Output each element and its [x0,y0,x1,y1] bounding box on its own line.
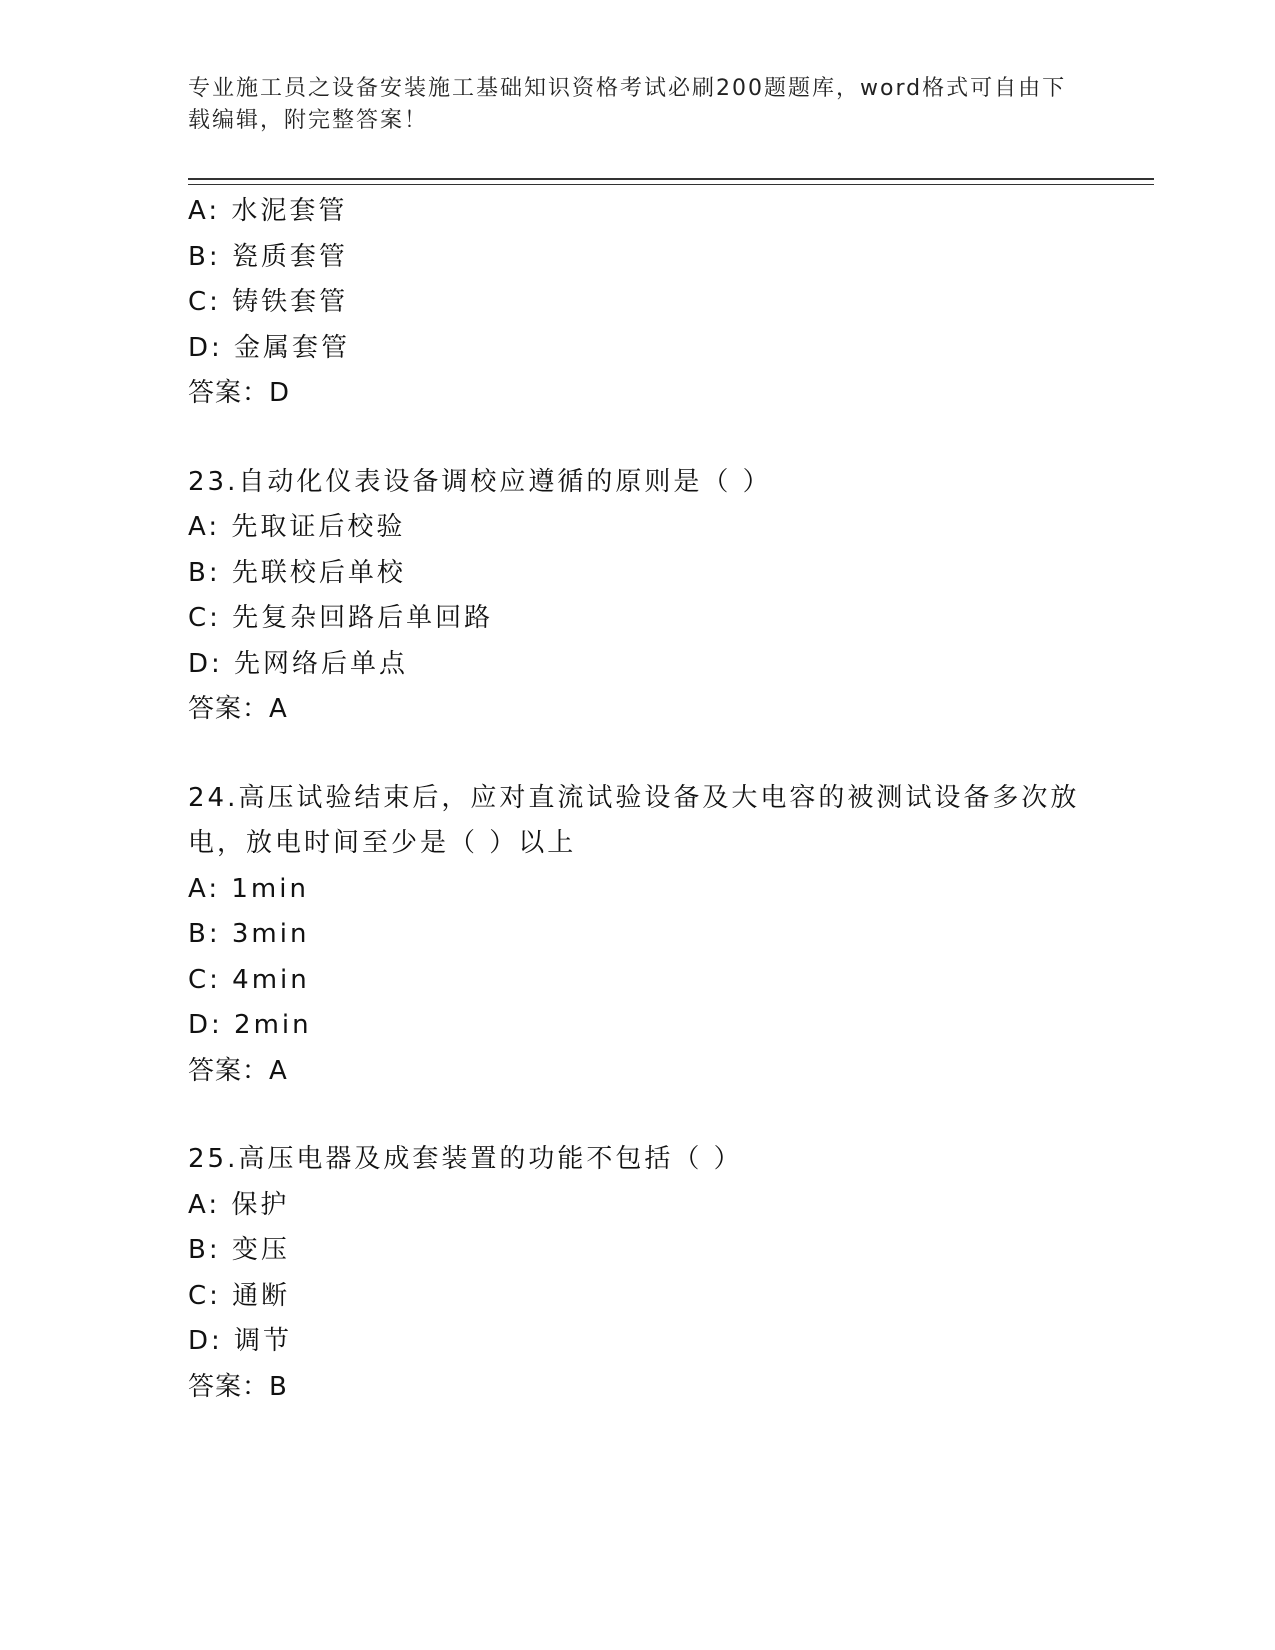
question-text: 24.高压试验结束后，应对直流试验设备及大电容的被测试设备多次放电，放电时间至少是（ ）以上 [188,782,1080,858]
question-block-22 [188,189,1088,417]
option-a: A: 保护 [188,1189,290,1220]
header-divider-thick [188,178,1154,180]
answer-text: 答案：A [188,1055,288,1086]
question-block-24 [188,776,1088,1095]
question-text: 25.高压电器及成套装置的功能不包括（ ） [188,1144,743,1174]
option-b: B: 3min [188,919,310,949]
option-a: A: 水泥套管 [188,196,348,226]
option-b: B: 变压 [188,1235,290,1265]
option-d: D: 金属套管 [188,332,351,363]
option-c: C: 先复杂回路后单回路 [188,603,494,633]
header-text: 专业施工员之设备安装施工基础知识资格考试必刷200题题库，word格式可自由下载编辑，附完整答案！ [188,76,1067,133]
option-c: C: 4min [188,964,310,995]
document-header [188,73,1078,137]
option-a: A: 1min [188,873,309,904]
question-block-23 [188,460,1088,733]
question-block-25 [188,1137,1088,1410]
option-c: C: 铸铁套管 [188,287,349,317]
question-text: 23.自动化仪表设备调校应遵循的原则是（ ） [188,466,772,497]
header-divider-thin [188,184,1154,185]
option-d: D: 2min [188,1010,312,1040]
question-list [188,189,1088,1410]
option-c: C: 通断 [188,1280,291,1311]
option-d: D: 调节 [188,1326,293,1356]
option-b: B: 先联校后单校 [188,557,406,588]
answer-text: 答案：A [188,694,288,724]
answer-text: 答案：D [188,378,291,408]
answer-text: 答案：B [188,1371,288,1402]
option-a: A: 先取证后校验 [188,512,406,542]
option-d: D: 先网络后单点 [188,648,409,679]
option-b: B: 瓷质套管 [188,241,348,272]
